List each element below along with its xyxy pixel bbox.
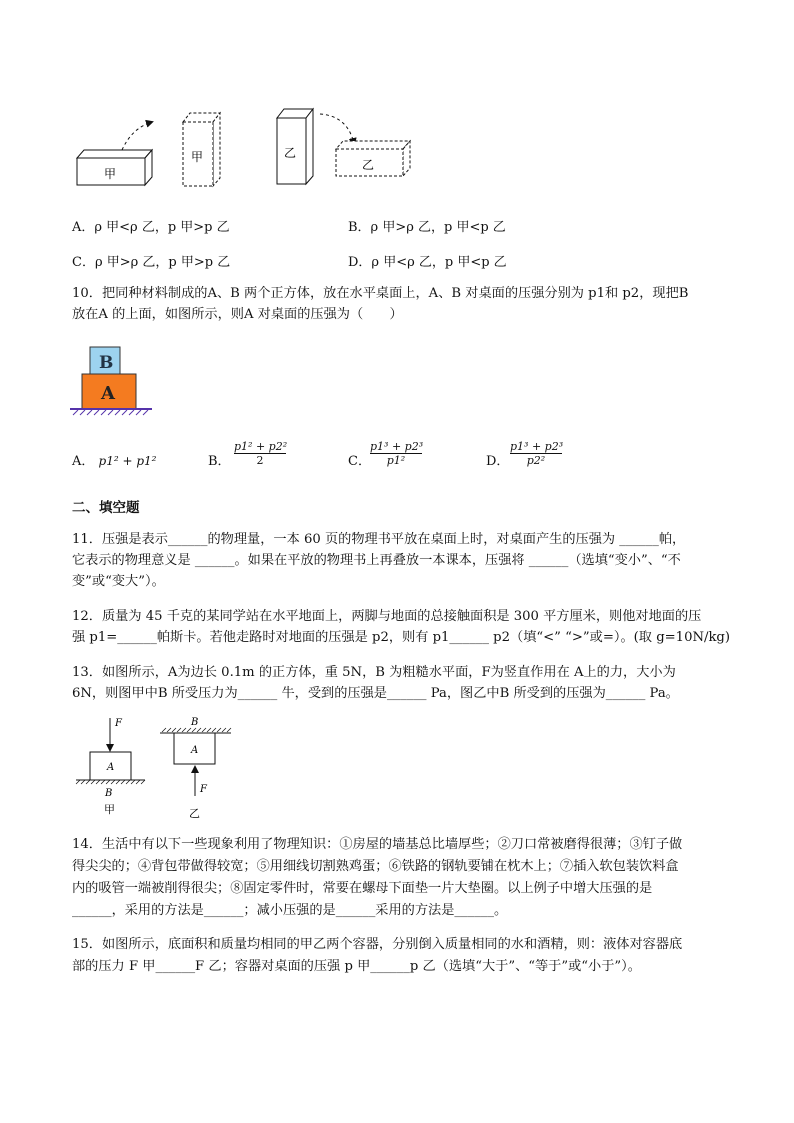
q13-line1: 13．如图所示，A为边长 0.1m 的正方体，重 5N，B 为粗糙水平面，F为竖直作用在 A上的力，大小为 xyxy=(72,665,676,680)
caption-jia: 甲 xyxy=(104,803,115,816)
option-denominator: 2 xyxy=(256,454,264,467)
force-label-yi: F xyxy=(200,784,207,795)
q9-option-a: A．ρ 甲<ρ 乙，p 甲>p 乙 xyxy=(72,220,230,235)
fig-yi xyxy=(160,717,231,820)
q10-option-a xyxy=(72,450,156,469)
q13-line2: 6N，则图甲中B 所受压力为______ 牛，受到的压强是______ Pa，图乙中B 所受到的压强为______ Pa。 xyxy=(72,686,679,701)
block-yi-standing xyxy=(277,109,313,184)
q14-line4: ______，采用的方法是______；减小压强的是______采用的方法是______。 xyxy=(72,903,508,918)
q14-line2: 得尖尖的；④背包带做得较宽；⑤用细线切割熟鸡蛋；⑥铁路的钢轨要铺在枕木上；⑦插入软包装饮料盒 xyxy=(72,859,679,874)
block-yi-lying xyxy=(336,141,410,176)
force-label-jia: F xyxy=(115,718,122,729)
q14-line1: 14．生活中有以下一些现象利用了物理知识：①房屋的墙基总比墙厚些；②刀口常被磨得很薄；③钉子做 xyxy=(72,837,683,852)
q10-line2: 放在A 的上面，如图所示，则A 对桌面的压强为（ ） xyxy=(72,307,403,322)
option-letter: D． xyxy=(486,454,510,469)
block-a-label-yi: A xyxy=(191,745,199,756)
label-jia-standing: 甲 xyxy=(191,150,204,164)
q10-line1: 10．把同种材料制成的A、B 两个正方体，放在水平桌面上，A、B 对桌面的压强分别为 p1和 p2，现把B xyxy=(72,286,689,301)
label-yi-standing: 乙 xyxy=(284,146,297,160)
option-numerator: p1² + p2² xyxy=(234,440,288,453)
option-numerator: p1³ + p2³ xyxy=(370,440,424,453)
option-letter: A． xyxy=(72,454,95,469)
block-b-label: B xyxy=(99,353,114,373)
option-denominator: p1² xyxy=(386,454,406,467)
arrow-yi xyxy=(320,114,354,144)
q12-line1: 12．质量为 45 千克的某同学站在水平地面上，两脚与地面的总接触面积是 300 平方厘米，则他对地面的压 xyxy=(72,609,702,624)
q9-option-c: C．ρ 甲>ρ 乙，p 甲>p 乙 xyxy=(72,255,231,270)
q13-figure xyxy=(70,714,245,822)
q14-line3: 内的吸管一端被削得很尖；⑧固定零件时，常要在螺母下面垫一片大垫圈。以上例子中增大压强的是 xyxy=(72,881,653,896)
block-a-label: A xyxy=(101,383,115,404)
arrow-jia xyxy=(122,122,152,150)
block-a-label-jia: A xyxy=(107,762,115,773)
q9-option-b: B．ρ 甲>ρ 乙，p 甲<p 乙 xyxy=(348,220,506,235)
option-letter: C． xyxy=(348,454,371,469)
caption-yi: 乙 xyxy=(189,807,200,820)
option-letter: B． xyxy=(208,454,231,469)
table-hatch xyxy=(73,410,148,415)
section-title: 二、填空题 xyxy=(72,500,140,516)
q12-line2: 强 p1=______帕斯卡。若他走路时对地面的压强是 p2，则有 p1______ p2（填“<” “>”或=）。(取 g=10N/kg) xyxy=(72,630,731,645)
block-jia-lying xyxy=(77,150,152,185)
option-numerator: p1³ + p2³ xyxy=(510,440,564,453)
surface-label-yi: B xyxy=(191,717,199,728)
q15-line2: 部的压力 F 甲______F 乙；容器对桌面的压强 p 甲______p 乙（选填“大于”、“等于”或“小于”）。 xyxy=(72,959,641,974)
surface-label-jia: B xyxy=(105,788,113,799)
q9-option-d: D．ρ 甲<ρ 乙，p 甲<p 乙 xyxy=(348,255,507,270)
q11-line2: 它表示的物理意义是 ______。如果在平放的物理书上再叠放一本课本，压强将 ______（选填“变小”、“不 xyxy=(72,553,681,568)
q11-line3: 变”或“变大”）。 xyxy=(72,574,165,589)
fig-jia xyxy=(76,718,145,816)
q15-line1: 15．如图所示，底面积和质量均相同的甲乙两个容器，分别倒入质量相同的水和酒精，则：液体对容器底 xyxy=(72,937,683,952)
label-yi-lying: 乙 xyxy=(362,158,375,172)
option-formula: p1² + p1² xyxy=(98,454,157,468)
label-jia-lying: 甲 xyxy=(104,167,117,181)
q10-figure xyxy=(70,345,155,417)
option-denominator: p2² xyxy=(526,454,546,467)
block-jia-standing xyxy=(183,113,220,186)
q9-figure xyxy=(70,100,420,195)
q11-line1: 11．压强是表示______的物理量，一本 60 页的物理书平放在桌面上时，对桌面产生的压强为 ______帕， xyxy=(72,532,686,547)
